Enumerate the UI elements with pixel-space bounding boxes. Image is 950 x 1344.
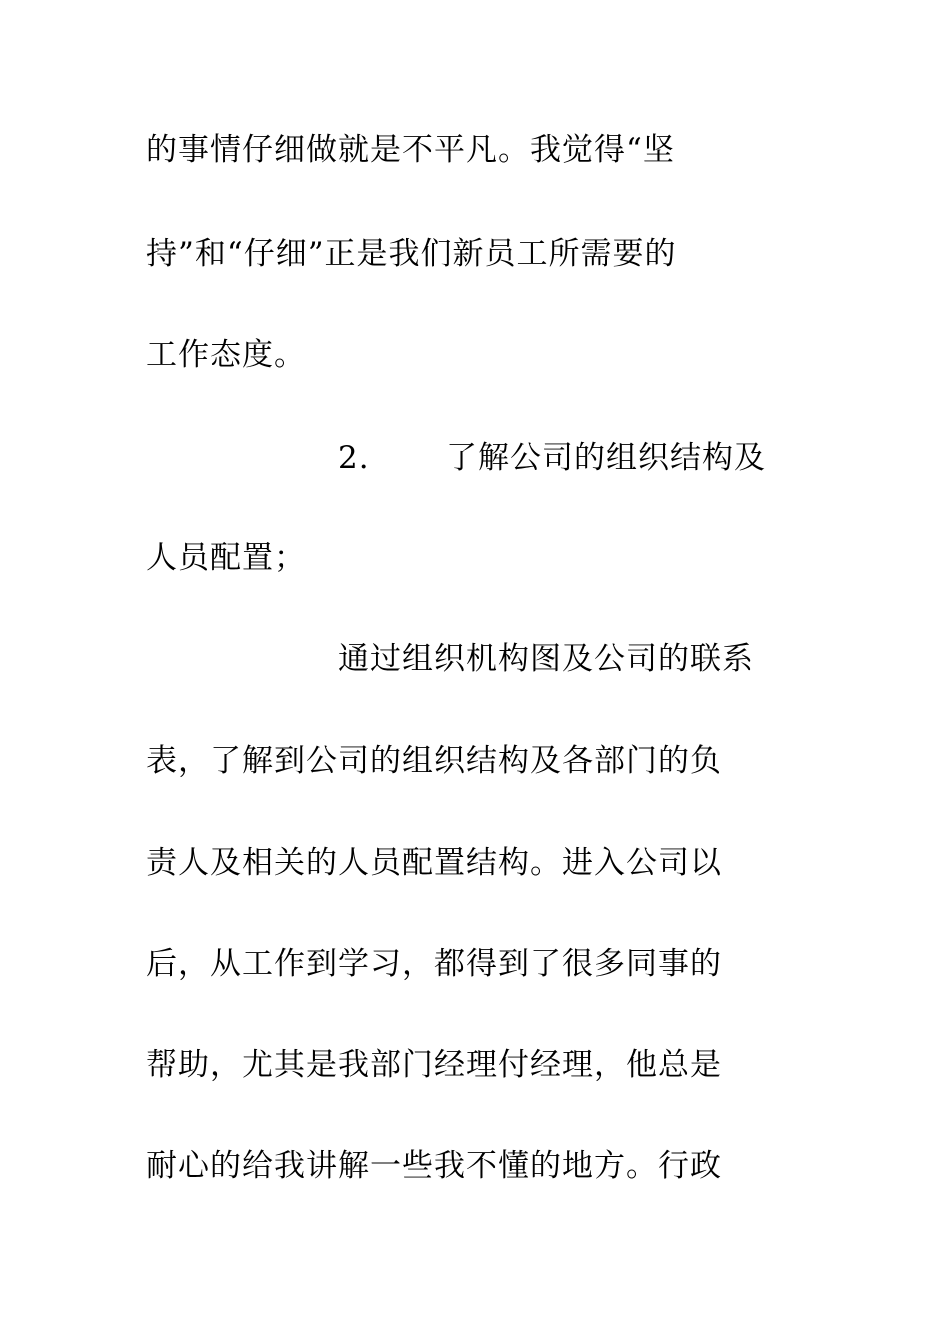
paragraph-line: 的事情仔细做就是不平凡。我觉得“坚 — [146, 132, 675, 168]
section-heading-text: 了解公司的组织结构及 — [446, 440, 766, 476]
paragraph-line: 表，了解到公司的组织结构及各部门的负 — [146, 743, 722, 779]
section-number: 2. — [338, 440, 370, 476]
paragraph-line: 工作态度。 — [146, 337, 306, 373]
paragraph-line: 帮助，尤其是我部门经理付经理，他总是 — [146, 1047, 722, 1083]
section-heading-continuation: 人员配置； — [146, 540, 306, 576]
paragraph-line: 耐心的给我讲解一些我不懂的地方。行政 — [146, 1148, 722, 1184]
paragraph-line: 持”和“仔细”正是我们新员工所需要的 — [146, 236, 677, 272]
paragraph-line: 责人及相关的人员配置结构。进入公司以 — [146, 845, 722, 881]
paragraph-line: 后，从工作到学习，都得到了很多同事的 — [146, 946, 722, 982]
section-heading — [338, 436, 766, 480]
paragraph-line: 通过组织机构图及公司的联系 — [338, 641, 754, 677]
